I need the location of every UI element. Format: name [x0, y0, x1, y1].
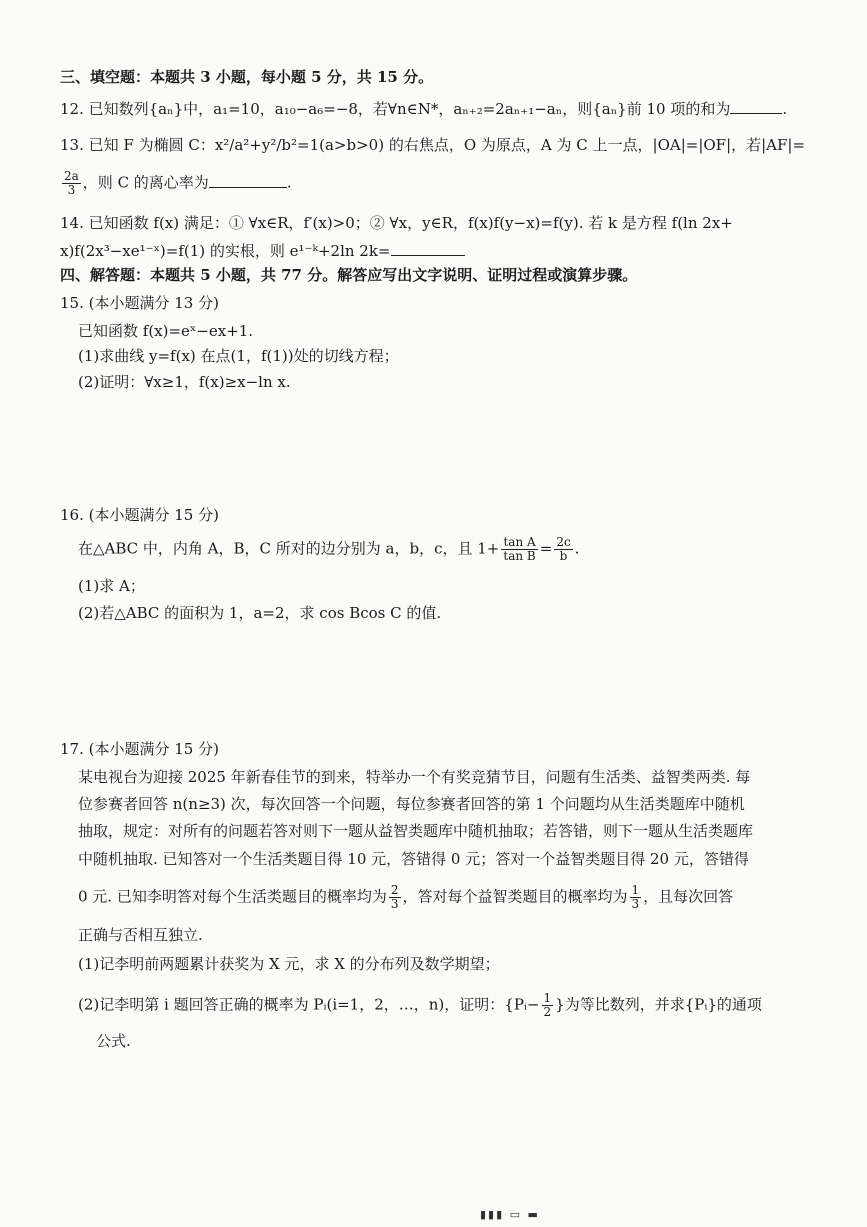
q17-frac3-num: 1: [543, 991, 552, 1005]
q14-text2: x)f(2x³−xe¹⁻ˣ)=f(1) 的实根，则 e¹⁻ᵏ+2ln 2k=: [60, 242, 391, 260]
q17-frac2-den: 3: [631, 897, 640, 911]
q17-p2b: }为等比数列，并求{Pᵢ}的通项: [555, 995, 762, 1014]
q16-title: 16. (本小题满分 15 分): [60, 506, 219, 524]
q15-stem: 已知函数 f(x)=eˣ−ex+1.: [78, 322, 254, 340]
q13-answer-blank[interactable]: [209, 173, 287, 188]
section4-heading: 四、解答题：本题共 5 小题，共 77 分。解答应写出文字说明、证明过程或演算步骤。: [60, 266, 638, 284]
q16-stem: [78, 536, 797, 563]
q17-p2a: (2)记李明第 i 题回答正确的概率为 Pᵢ(i=1，2，…，n)，证明：{Pᵢ−: [78, 995, 540, 1014]
q16-frac1-num: tan A: [501, 536, 537, 550]
q16-stem-a: 在△ABC 中，内角 A，B，C 所对的边分别为 a，b，c，且 1+: [78, 539, 500, 558]
q16-fraction-2c-b: [554, 536, 572, 563]
q17-l5c: ，且每次回答: [643, 887, 734, 906]
footer-scan-mark: ▮▮▮ ▭ ▬: [480, 1208, 540, 1221]
q17-frac2-num: 1: [631, 883, 640, 897]
q15-part1: (1)求曲线 y=f(x) 在点(1，f(1))处的切线方程；: [78, 347, 399, 365]
question-14-line1: 14. 已知函数 f(x) 满足：① ∀x∈R，f′(x)>0；② ∀x，y∈R，f(x)f(y−x)=f(y). 若 k 是方程 f(ln 2x+: [60, 214, 733, 232]
q17-line6: 正确与否相互独立.: [78, 926, 203, 944]
q12-text: 12. 已知数列{aₙ}中，a₁=10，a₁₀−a₆=−8，若∀n∈N*，aₙ₊₂=2aₙ₊₁−aₙ，则{aₙ}前 10 项的和为: [60, 100, 731, 118]
question-13-line1: 13. 已知 F 为椭圆 C：x²/a²+y²/b²=1(a>b>0) 的右焦点，O 为原点，A 为 C 上一点，|OA|=|OF|，若|AF|=: [60, 136, 806, 154]
q16-frac1-den: tan B: [503, 549, 536, 563]
q16-frac2-den: b: [559, 549, 568, 563]
q17-fraction-1-2: [542, 992, 554, 1019]
q17-l5a: 0 元. 已知李明答对每个生活类题目的概率均为: [78, 887, 387, 906]
q17-part2-cont: 公式.: [96, 1032, 131, 1050]
q17-line1: 某电视台为迎接 2025 年新春佳节的到来，特举办一个有奖竞猜节目，问题有生活类、益智类两类. 每: [78, 768, 751, 786]
q15-title: 15. (本小题满分 13 分): [60, 294, 219, 312]
question-13-line2: [60, 170, 797, 197]
q12-period: .: [782, 100, 788, 118]
question-12: [60, 98, 797, 120]
q17-fraction-2-3: [389, 884, 401, 911]
q16-part1: (1)求 A；: [78, 577, 145, 595]
q13-period: .: [286, 173, 292, 192]
q17-line2: 位参赛者回答 n(n≥3) 次，每次回答一个问题，每位参赛者回答的第 1 个问题均从生活类题库中随机: [78, 795, 745, 813]
q17-l5b: ，答对每个益智类题目的概率均为: [402, 887, 628, 906]
q13-text2: ，则 C 的离心率为: [82, 173, 209, 192]
q13-fraction: [62, 170, 81, 197]
q16-part2: (2)若△ABC 的面积为 1，a=2，求 cos Bcos C 的值.: [78, 604, 442, 622]
section3-heading: 三、填空题：本题共 3 小题，每小题 5 分，共 15 分。: [60, 68, 434, 86]
q14-answer-blank[interactable]: [391, 241, 465, 256]
question-14-line2: [60, 240, 797, 262]
q13-frac-num: 2a: [64, 169, 79, 183]
q15-part2: (2)证明：∀x≥1，f(x)≥x−ln x.: [78, 373, 291, 391]
q17-frac1-num: 2: [390, 883, 399, 897]
q17-line3: 抽取，规定：对所有的问题若答对则下一题从益智类题库中随机抽取；若答错，则下一题从生活类题库: [78, 822, 754, 840]
q13-frac-den: 3: [67, 183, 76, 197]
q12-answer-blank[interactable]: [730, 99, 782, 114]
q17-line5: [78, 884, 797, 911]
q17-fraction-1-3: [630, 884, 642, 911]
q17-frac3-den: 2: [543, 1005, 552, 1019]
q16-stem-b: =: [539, 539, 553, 558]
q16-stem-c: .: [574, 539, 580, 558]
q17-title: 17. (本小题满分 15 分): [60, 740, 219, 758]
q17-line4: 中随机抽取. 已知答对一个生活类题目得 10 元，答错得 0 元；答对一个益智类题目得 20 元，答错得: [78, 850, 749, 868]
q17-part1: (1)记李明前两题累计获奖为 X 元，求 X 的分布列及数学期望；: [78, 955, 500, 973]
q17-part2: [78, 992, 797, 1019]
q16-frac2-num: 2c: [556, 535, 571, 549]
q17-frac1-den: 3: [390, 897, 399, 911]
q16-fraction-tan: [501, 536, 537, 563]
